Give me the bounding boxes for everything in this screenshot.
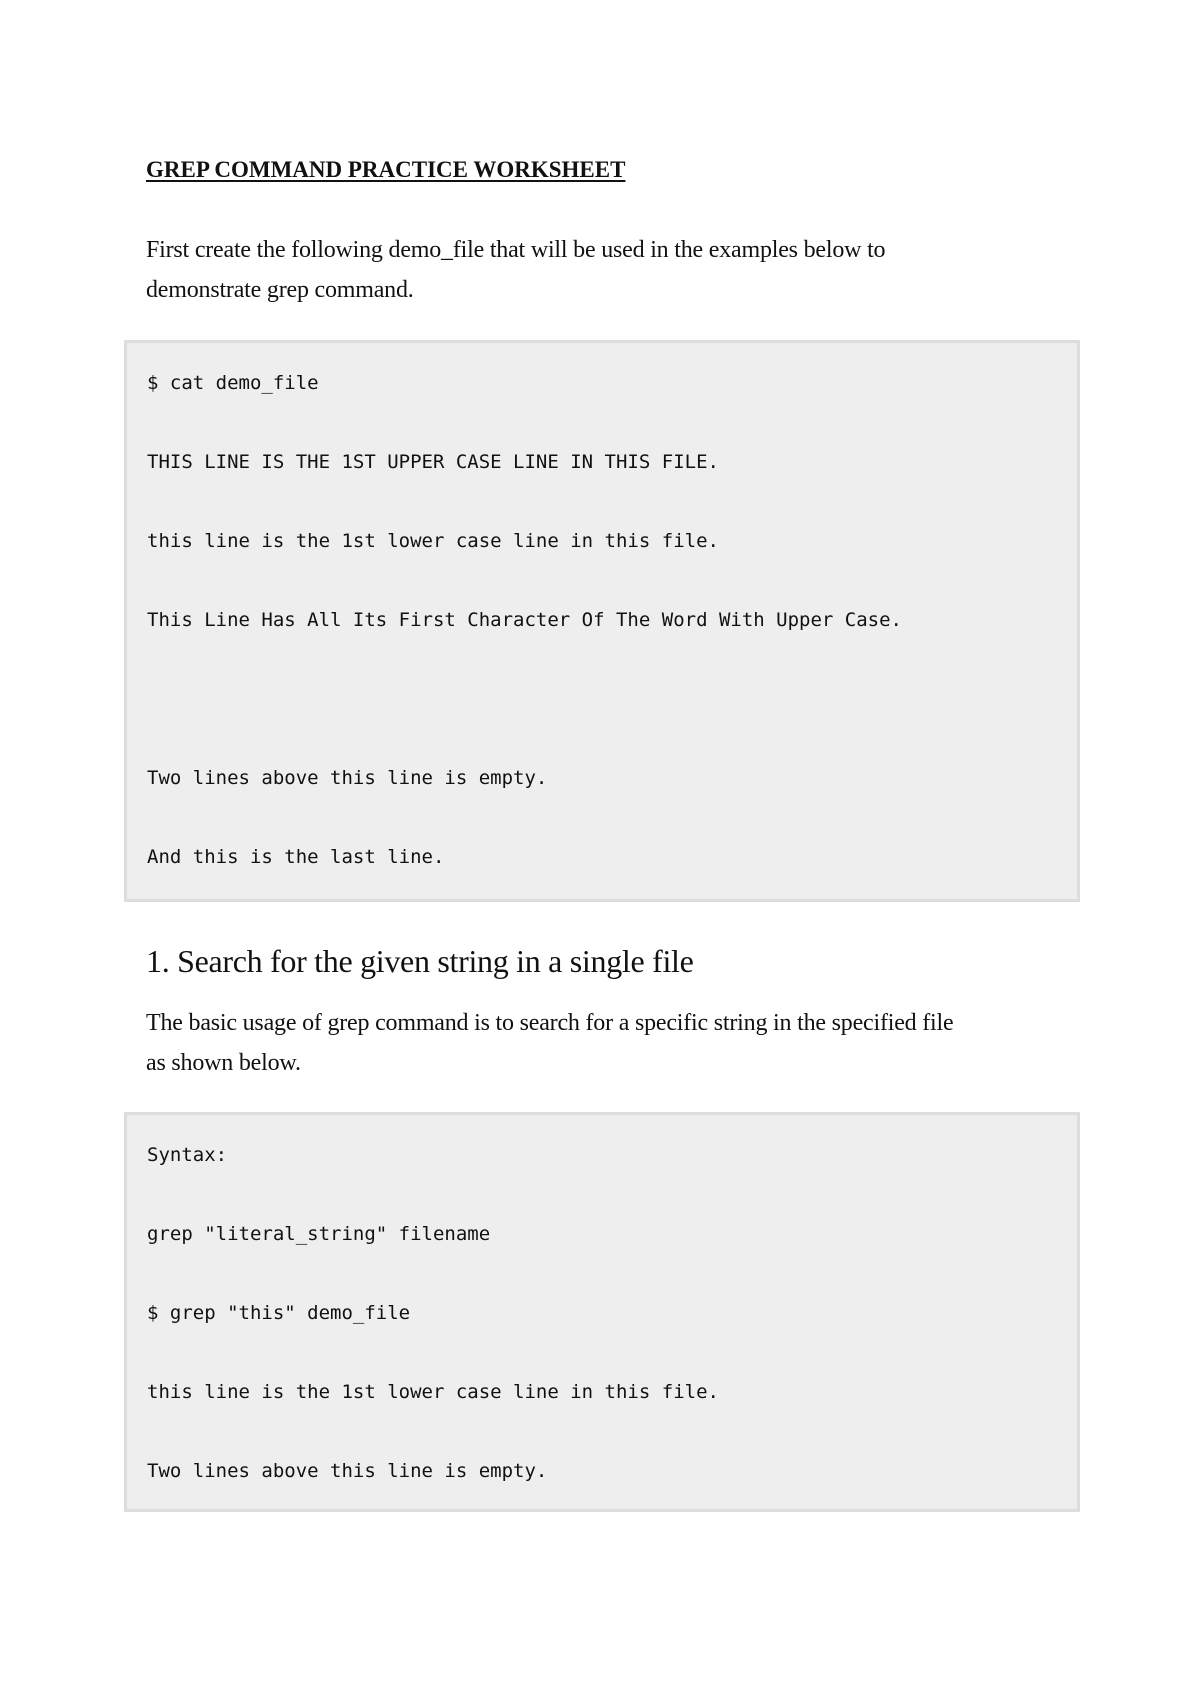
- intro-paragraph: [146, 230, 1076, 310]
- code-line: Two lines above this line is empty.: [147, 1460, 548, 1482]
- demo-file-code-block: [124, 340, 1080, 902]
- document-title: GREP COMMAND PRACTICE WORKSHEET: [146, 157, 626, 182]
- code-line: Two lines above this line is empty.: [147, 767, 548, 789]
- code-line: $ grep "this" demo_file: [147, 1302, 411, 1324]
- section-paragraph: [146, 1003, 1076, 1083]
- grep-example-code-block: [124, 1112, 1080, 1512]
- section-paragraph-line: The basic usage of grep command is to search for a specific string in the specified file: [146, 1010, 954, 1036]
- section-paragraph-line: as shown below.: [146, 1050, 301, 1076]
- code-line: grep "literal_string" filename: [147, 1223, 491, 1245]
- code-line: Syntax:: [147, 1144, 228, 1166]
- code-line: This Line Has All Its First Character Of The Word With Upper Case.: [147, 609, 902, 631]
- intro-paragraph-line: demonstrate grep command.: [146, 277, 414, 303]
- code-line: THIS LINE IS THE 1ST UPPER CASE LINE IN THIS FILE.: [147, 451, 719, 473]
- intro-paragraph-line: First create the following demo_file that will be used in the examples below to: [146, 237, 886, 263]
- code-line: And this is the last line.: [147, 846, 445, 868]
- code-line: this line is the 1st lower case line in this file.: [147, 530, 719, 552]
- section-heading: 1. Search for the given string in a single file: [146, 943, 694, 979]
- code-line: $ cat demo_file: [147, 372, 319, 394]
- code-line: this line is the 1st lower case line in this file.: [147, 1381, 719, 1403]
